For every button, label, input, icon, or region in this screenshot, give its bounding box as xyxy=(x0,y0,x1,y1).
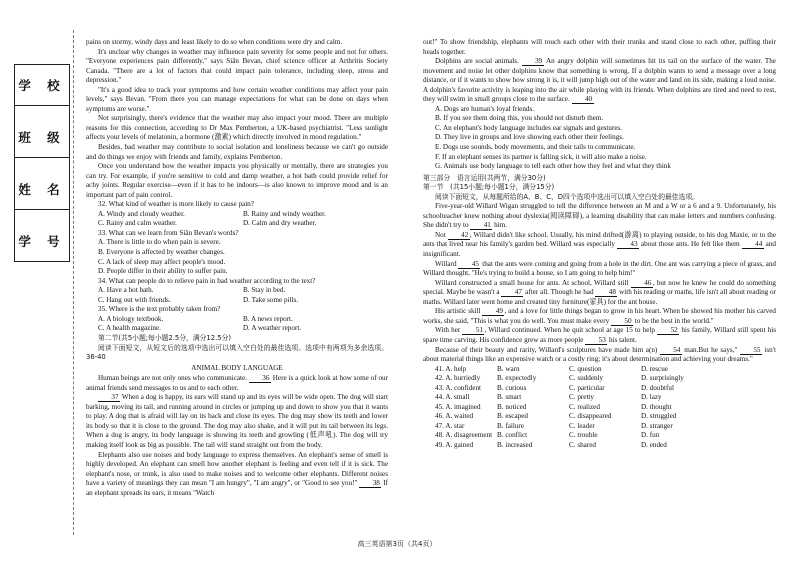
answer-option[interactable]: C. suddenly xyxy=(569,374,604,383)
answer-option[interactable]: C. question xyxy=(569,364,602,373)
option: C. Hang out with friends. xyxy=(98,295,171,304)
option: A. There is little to do when pain is severe. xyxy=(98,238,221,247)
answer-row xyxy=(423,365,776,375)
blank-41[interactable]: 41 xyxy=(470,221,492,230)
text: Willard xyxy=(435,259,459,268)
paragraph: out!" To show friendship, elephants will touch each other with their trunks and stand close to each other, puffing their heads together. xyxy=(423,38,776,56)
text: If an elephant spreads its ears, it means "Watch xyxy=(86,479,388,497)
option: B. A news report. xyxy=(243,314,293,323)
answer-option[interactable]: D. rescue xyxy=(641,364,668,373)
text: , but now he knew he could do something special. Maybe he wasn't a xyxy=(423,278,776,297)
student-info-box xyxy=(14,64,70,262)
text: Five-year-old Willard Wigan struggled to tell the difference between an M and a W or a 6 and a 9. Unfortunately, his schoolteacher knew nothing about dyslexia(阅读障碍), a learning disability that can make letters and numbers confusing. She didn't try to xyxy=(423,202,776,230)
name-label: 姓 名 xyxy=(15,169,69,210)
answer-option[interactable]: 45. A. imagined xyxy=(435,402,481,411)
paragraph: Besides, bad weather may contribute to social isolation and loneliness because we can't go outside and do things we enjoy with friends and family, explains Pemberton. xyxy=(86,143,388,161)
answer-option[interactable]: D. fun xyxy=(641,431,660,440)
option: F. If an elephant senses its partner is falling sick, it will also make a noise. xyxy=(435,152,647,161)
text: that the ants were coming and going from a hole in the dirt. One ant was carrying a piece of grass, and Willard thought, "He's trying to build a house, so I am going to help him!" xyxy=(423,259,776,278)
answer-option[interactable]: B. noticed xyxy=(497,402,527,411)
text: With her xyxy=(435,326,463,335)
answer-option[interactable]: D. ended xyxy=(641,440,667,449)
option: C. An elephant's body language includes ear signals and gestures. xyxy=(435,123,623,132)
paragraph: pains on stormy, windy days and least likely to do so when conditions were dry and calm. xyxy=(86,38,343,46)
text: him. xyxy=(492,221,507,230)
option: C. A lack of sleep may affect people's mood. xyxy=(98,257,226,266)
option: B. If you see them doing this, you should not disturb them. xyxy=(435,114,604,123)
paragraph: Not surprisingly, there's evidence that the weather may also impact your mood. There are multiple reasons for this connection, according to Dr Max Pemberton, a UK-based psychiatrist. "Less sunlight affects your levels of melatonin, a hormone (激素) which directly involved in mood regulation." xyxy=(86,114,388,142)
text: man.But he says," xyxy=(681,345,740,354)
cloze-paragraph xyxy=(423,346,776,365)
blank-38[interactable]: 38 xyxy=(359,479,381,488)
text: When a dog is happy, its ears will stand up and its eyes will be wide open. The dog will start barking, moving its tail, and running around in circles or jumping up and down to show you that it wants to play. A dog that is afraid will lay on its back and close its eyes. The dog may show its teeth and lower its body so that it is close to the ground. The dog may also shake, and it will put its tail between its legs. When a dog is angry, its body language is showing its teeth and growling (低声吼). The dog will try making itself look as big as possible. The tail will stand straight out from the body. xyxy=(86,393,388,449)
option: D. People differ in their ability to suffer pain. xyxy=(98,267,228,276)
answer-option[interactable]: 41. A. help xyxy=(435,364,467,373)
option: D. Take some pills. xyxy=(243,295,299,304)
blank-42[interactable]: 42 xyxy=(448,231,470,240)
blank-54[interactable]: 54 xyxy=(660,346,682,355)
answer-option[interactable]: C. leader xyxy=(569,421,595,430)
option: E. Dogs use sounds, body movements, and their tails to communicate. xyxy=(435,143,636,152)
text: to be the best in the world." xyxy=(632,316,714,325)
blank-55[interactable]: 55 xyxy=(740,346,762,355)
blank-45[interactable]: 45 xyxy=(458,260,480,269)
passage-title: ANIMAL BODY LANGUAGE xyxy=(191,363,283,372)
text: , Willard continued. When he quit school at age 15 to help xyxy=(484,326,658,335)
answer-option[interactable]: 49. A. gained xyxy=(435,440,474,449)
answer-option[interactable]: D. surprisingly xyxy=(641,374,684,383)
text: his talent. xyxy=(607,335,637,344)
option: A. Have a hot bath. xyxy=(98,286,154,295)
question-33 xyxy=(86,229,388,277)
answer-option[interactable]: D. lazy xyxy=(641,393,662,402)
class-label: 班 级 xyxy=(15,117,69,158)
answer-option[interactable]: D. struggled xyxy=(641,412,677,421)
answer-row xyxy=(423,384,776,394)
answer-option[interactable]: B. smart xyxy=(497,393,522,402)
answer-option[interactable]: B. escaped xyxy=(497,412,528,421)
text: Not xyxy=(435,230,448,239)
question-35 xyxy=(86,305,388,334)
cloze-paragraph xyxy=(423,307,776,326)
answer-option[interactable]: 47. A. star xyxy=(435,421,465,430)
part-title: 第三部分 语言运用(共两节，满分30分) xyxy=(423,173,546,182)
paragraph: "It's a good idea to track your symptoms and how certain weather conditions may affect your pain levels," says Bevan. "From there you can manage expectations for what can be done on days when symptoms are worse." xyxy=(86,85,388,113)
blank-43[interactable]: 43 xyxy=(617,240,639,249)
text: An angry dolphin will sometimes hit its tail on the surface of the water. The movement and noise let other dolphins know that something is wrong. If a dolphin wants to send a message over a long distance, or if it wants to show how strong it is, it will jump high out of the water and land on its side, making a loud noise. A dolphin's favorite activity is leaping into the air while playing with its friends. When dolphins are tired and need to rest, they will swim in small groups close to the surface. xyxy=(423,57,776,104)
section-title: 第二节(共5小题;每小题2.5分，满分12.5分) xyxy=(98,333,232,342)
blank-52[interactable]: 52 xyxy=(657,326,679,335)
answer-row xyxy=(423,393,776,403)
blank-44[interactable]: 44 xyxy=(742,240,764,249)
text: Human beings are not only ones who communicate. xyxy=(98,374,247,383)
cloze-paragraph xyxy=(423,326,776,345)
text: about those ants. He felt like them xyxy=(638,240,742,249)
answer-option[interactable]: B. warn xyxy=(497,364,520,373)
text: His artistic skill xyxy=(435,307,483,316)
blank-53[interactable]: 53 xyxy=(585,336,607,345)
options-36-40 xyxy=(423,105,776,172)
answer-option[interactable]: 46. A. waited xyxy=(435,412,474,421)
text: his family, Willard still spent his spare time carving. His confidence grew as more people xyxy=(423,326,776,344)
binding-line xyxy=(73,30,74,535)
blank-36[interactable]: 36 xyxy=(249,374,271,383)
question-32 xyxy=(86,200,388,229)
text: after all. Though he had xyxy=(523,288,596,297)
option: D. Calm and dry weather. xyxy=(243,219,317,228)
section-title: 第一节 (共15小题;每小题1分，满分15分) xyxy=(423,183,555,192)
option: C. Rainy and calm weather. xyxy=(98,219,177,228)
paragraph xyxy=(86,374,388,393)
cloze-paragraph xyxy=(423,260,776,279)
question-text: 35. Where is the text probably taken from? xyxy=(98,305,221,314)
answer-option[interactable]: B. increased xyxy=(497,440,533,449)
option: B. Rainy and windy weather. xyxy=(243,209,326,218)
blank-39[interactable]: 39 xyxy=(522,57,544,66)
school-label: 学 校 xyxy=(15,65,69,106)
answer-option[interactable]: C. particular xyxy=(569,383,605,392)
paragraph xyxy=(423,57,776,105)
text: Because of their beauty and rarity, Willard's sculptures have made him a(n) xyxy=(435,345,660,354)
question-text: 34. What can people do to relieve pain in bad weather according to the text? xyxy=(98,276,316,285)
page-footer: 高三英语第3页（共4页） xyxy=(357,540,437,548)
answer-options xyxy=(423,365,776,451)
cloze-paragraph xyxy=(423,279,776,308)
question-34 xyxy=(86,277,388,306)
section-instructions: 阅读下面短文，从每题所给的A、B、C、D四个选项中选出可以填入空白处的最佳选项。 xyxy=(435,192,699,201)
text: with his reading or maths, life isn't all about reading or maths. Willard later went home and created tiny furniture(家具) for the ant house. xyxy=(423,288,776,306)
paragraph: It's unclear why changes in weather may influence pain severity for some people and not for others. "Everyone experiences pain differently," says Siân Bevan, chief science officer at Arthritis Society Canada. "There are a lot of factors that could impact pain tolerance, including sleep, stress and depression." xyxy=(86,47,388,85)
blank-40[interactable]: 40 xyxy=(572,95,594,104)
blank-37[interactable]: 37 xyxy=(98,393,120,402)
student-id-label: 学 号 xyxy=(18,234,66,249)
answer-option[interactable]: C. pretty xyxy=(569,393,594,402)
answer-row xyxy=(423,422,776,432)
paragraph: Once you understand how the weather impacts you physically or mentally, there are strategies you can try. For example, if you're sensitive to cold and damp weather, a hot bath could provide relief for achy joints. Regular exercise—even if it has to be indoors—is also known to improve mood and is an important part of pain control. xyxy=(86,162,388,199)
option: G. Animals use body language to tell each other how they feel and what they think xyxy=(435,162,671,171)
blank-51[interactable]: 51 xyxy=(462,326,484,335)
right-column xyxy=(423,38,776,451)
blank-47[interactable]: 47 xyxy=(501,288,523,297)
answer-option[interactable]: D. stranger xyxy=(641,421,673,430)
answer-option[interactable]: D. doubtful xyxy=(641,383,674,392)
text: Willard constructed a small house for ants. At school, Willard still xyxy=(435,278,631,287)
answer-option[interactable]: B. curious xyxy=(497,383,527,392)
option: A. A biology textbook. xyxy=(98,314,164,323)
text: isn't about material things like an expensive watch or a costly ring; it's about determination and achieving your dreams." xyxy=(423,345,776,364)
text: and insignificant. xyxy=(423,240,776,259)
answer-row xyxy=(423,403,776,413)
option: C. A health magazine. xyxy=(98,324,161,333)
blank-46[interactable]: 46 xyxy=(631,279,653,288)
answer-option[interactable]: C. shared xyxy=(569,440,596,449)
cloze-paragraph xyxy=(423,231,776,260)
cloze-paragraph xyxy=(423,202,776,231)
text: Dolphins are social animals. xyxy=(435,57,519,66)
option: B. Everyone is affected by weather changes. xyxy=(98,248,225,257)
answer-row xyxy=(423,412,776,422)
blank-50[interactable]: 50 xyxy=(611,317,633,326)
answer-option[interactable]: 44. A. small xyxy=(435,393,470,402)
section-instructions: 阅读下面短文，从短文后的选项中选出可以填入空白处的最佳选项。选项中有两项为多余选项。36-40 xyxy=(86,343,388,362)
paragraph xyxy=(86,393,388,450)
blank-49[interactable]: 49 xyxy=(482,307,504,316)
blank-48[interactable]: 48 xyxy=(595,288,617,297)
question-text: 32. What kind of weather is more likely to cause pain? xyxy=(98,200,254,209)
answer-row xyxy=(423,441,776,451)
answer-option[interactable]: B. expectedly xyxy=(497,374,537,383)
answer-row xyxy=(423,431,776,441)
answer-option[interactable]: C. trouble xyxy=(569,431,598,440)
answer-option[interactable]: C. realized xyxy=(569,402,600,411)
answer-option[interactable]: B. conflict xyxy=(497,431,528,440)
text: Here is a quick look at how some of our animal friends send messages to us and to each other. xyxy=(86,374,389,392)
option: A. Dogs are human's loyal friends. xyxy=(435,104,535,113)
answer-option[interactable]: B. failure xyxy=(497,421,524,430)
cloze-passage xyxy=(423,202,776,364)
text: , Willard didn't like school. Usually, his mind drifted(游离) to playing outside, to his dog Maxie, or to the ants that lived near his family's garden bed. Willard was especially xyxy=(423,230,776,249)
option: D. They live in groups and love showing each other their feelings. xyxy=(435,133,624,142)
answer-option[interactable]: C. disappeared xyxy=(569,412,612,421)
option: B. Stay in bed. xyxy=(243,286,286,295)
question-text: 33. What can we learn from Siân Bevan's words? xyxy=(98,228,239,237)
option: A. Windy and cloudy weather. xyxy=(98,209,185,218)
answer-row xyxy=(423,374,776,384)
answer-option[interactable]: D. thought xyxy=(641,402,672,411)
answer-option[interactable]: 48. A. disagreement xyxy=(435,431,493,440)
left-column xyxy=(86,38,388,498)
paragraph xyxy=(86,451,388,499)
option: D. A weather report. xyxy=(243,324,302,333)
answer-option[interactable]: 43. A. confident xyxy=(435,383,482,392)
text: , and a love for little things began to grow in his heart. When he showed his mother his carved works, she said, "This is what you do well. You must make every xyxy=(423,307,776,325)
text: Elephants also use noises and body language to express themselves. An elephant's sense of smell is highly developed. An elephant can smell how another elephant is feeling and even tell if it is sick. The elephant's nose, or trunk, is also used to make noises and to welcome other elephants. Different noises have a variety of meanings they can mean "I am hungry", "I am angry", or "Good to see you!" xyxy=(86,450,388,488)
answer-option[interactable]: 42. A. hurriedly xyxy=(435,374,481,383)
